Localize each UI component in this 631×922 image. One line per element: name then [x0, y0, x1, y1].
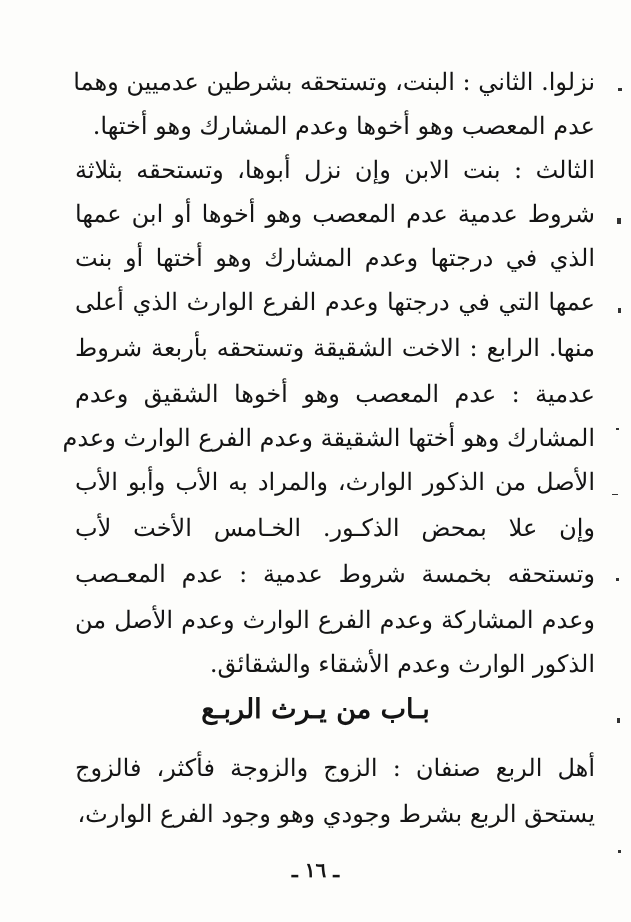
scan-speck — [618, 88, 622, 91]
scan-speck — [618, 308, 621, 313]
text-line: نزلوا. الثاني : البنت، وتستحقه بشرطين عدميين وهما — [73, 68, 595, 96]
scan-speck — [616, 428, 619, 430]
text-line: الذكور الوارث وعدم الأشقاء والشقائق. — [209, 650, 595, 678]
text-line: وإن علا بمحض الذكـور. الخـامس الأخت لأب — [75, 514, 595, 542]
text-line: الثالث : بنت الابن وإن نزل أبوها، وتستحقه بثلاثة — [75, 156, 595, 184]
page-number: ـ ١٦ ـ — [291, 858, 340, 882]
text-line: عدم المعصب وهو أخوها وعدم المشارك وهو أختها. — [92, 112, 595, 140]
text-line: الذي في درجتها وعدم المشارك وهو أختها أو بنت — [75, 244, 595, 272]
text-line: عمها التي في درجتها وعدم الفرع الوارث الذي أعلى — [75, 288, 595, 316]
scan-speck — [618, 850, 621, 853]
text-line: الأصل من الذكور الوارث، والمراد به الأب وأبو الأب — [75, 468, 595, 496]
text-line: شروط عدمية عدم المعصب وهو أخوها أو ابن عمها — [75, 200, 595, 228]
text-line: وتستحقه بخمسة شروط عدمية : عدم المعـصب — [75, 560, 595, 588]
scan-speck — [617, 218, 621, 224]
text-line: عدمية : عدم المعصب وهو أخوها الشقيق وعدم — [75, 380, 595, 408]
text-line: المشارك وهو أختها الشقيقة وعدم الفرع الوارث وعدم — [62, 424, 595, 452]
text-line: وعدم المشاركة وعدم الفرع الوارث وعدم الأصل من — [75, 606, 595, 634]
section-heading: بـاب من يـرث الربـع — [201, 694, 430, 725]
text-line: أهل الربع صنفان : الزوج والزوجة فأكثر، فالزوج — [75, 754, 595, 782]
text-line: منها. الرابع : الاخت الشقيقة وتستحقه بأربعة شروط — [75, 334, 595, 362]
scan-speck — [612, 494, 618, 495]
scan-speck — [617, 718, 620, 723]
scan-speck — [616, 578, 619, 581]
text-line: يستحق الربع بشرط وجودي وهو وجود الفرع الوارث، — [77, 800, 595, 828]
